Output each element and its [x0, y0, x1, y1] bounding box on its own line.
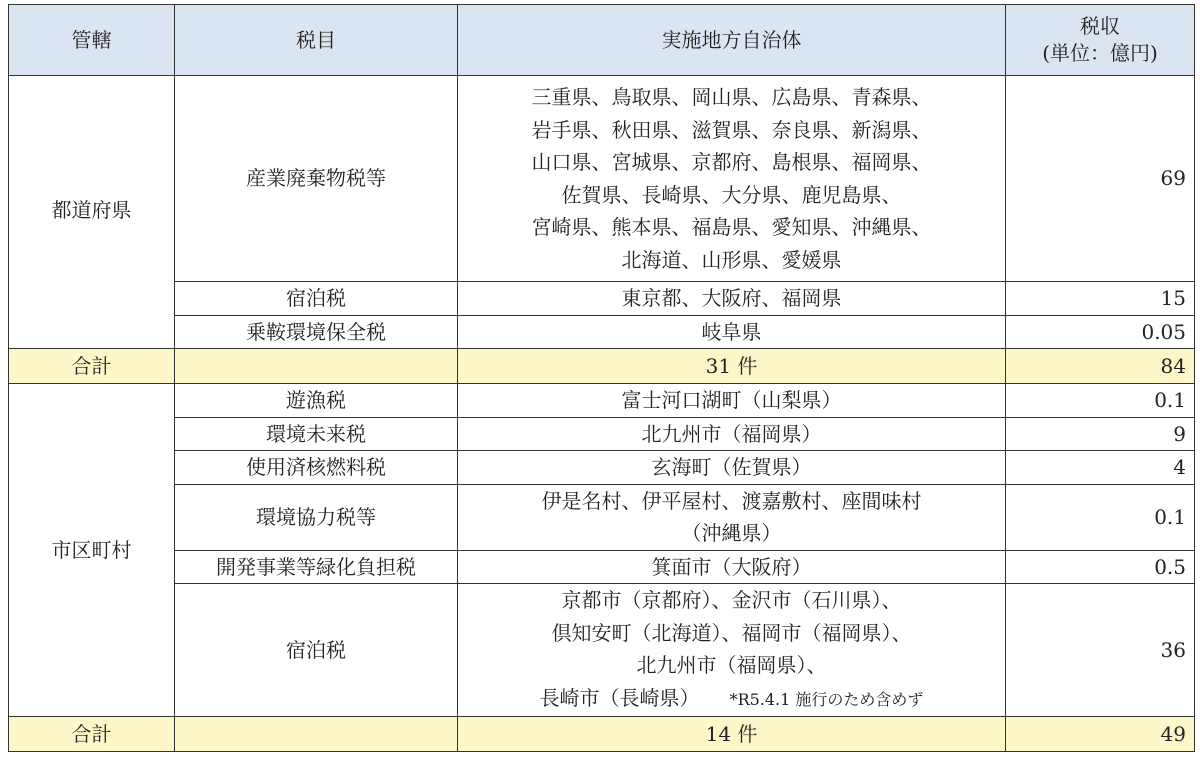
municipality-line: 宮崎県、熊本県、福島県、愛知県、沖縄県、: [531, 215, 932, 239]
municipality-list: [458, 76, 1006, 282]
table-row: [9, 484, 1195, 550]
header-row: [9, 5, 1195, 76]
revenue-value: 0.1: [1006, 484, 1195, 550]
table-row: [9, 550, 1195, 584]
municipality-line: 北九州市（福岡県）、: [636, 653, 827, 677]
footnote: *R5.4.1 施行のため含めず: [729, 689, 924, 709]
tax-name: 宿泊税: [175, 584, 458, 717]
revenue-value: 15: [1006, 282, 1195, 316]
header-tax: 税目: [175, 5, 458, 76]
table-row: [9, 451, 1195, 485]
municipality-list: 東京都、大阪府、福岡県: [458, 282, 1006, 316]
total-row-municipal: [9, 717, 1195, 752]
total-row-prefecture: [9, 349, 1195, 384]
tax-name: 宿泊税: [175, 282, 458, 316]
tax-name: 産業廃棄物税等: [175, 76, 458, 282]
total-label: 合計: [9, 717, 175, 752]
municipality-line: [466, 682, 997, 717]
municipality-list: 北九州市（福岡県）: [458, 417, 1006, 451]
municipality-line: 伊是名村、伊平屋村、渡嘉敷村、座間味村: [541, 488, 922, 513]
revenue-value: 9: [1006, 417, 1195, 451]
table-row: [9, 417, 1195, 451]
header-revenue-title: 税収: [1080, 14, 1120, 38]
total-count: 14 件: [458, 717, 1006, 752]
municipality-list: [458, 584, 1006, 717]
municipality-list: [458, 484, 1006, 550]
revenue-value: 69: [1006, 76, 1195, 282]
header-revenue: [1006, 5, 1195, 76]
municipality-line-text: 長崎市（長崎県）: [539, 685, 700, 710]
revenue-value: 36: [1006, 584, 1195, 717]
header-municipalities: 実施地方自治体: [458, 5, 1006, 76]
total-label: 合計: [9, 349, 175, 384]
tax-name: 使用済核燃料税: [175, 451, 458, 485]
municipality-list: 玄海町（佐賀県）: [458, 451, 1006, 485]
jurisdiction-prefecture: 都道府県: [9, 76, 175, 349]
revenue-value: 0.05: [1006, 315, 1195, 349]
tax-name: 環境協力税等: [175, 484, 458, 550]
municipality-line: （沖縄県）: [681, 521, 782, 545]
total-revenue: 49: [1006, 717, 1195, 752]
header-jurisdiction: 管轄: [9, 5, 175, 76]
municipality-line: 北海道、山形県、愛媛県: [621, 247, 842, 272]
total-blank: [175, 349, 458, 384]
total-count: 31 件: [458, 349, 1006, 384]
revenue-value: 0.1: [1006, 384, 1195, 418]
tax-name: 開発事業等緑化負担税: [175, 550, 458, 584]
table-row: [9, 315, 1195, 349]
table-row: [9, 584, 1195, 717]
municipality-list: 岐阜県: [458, 315, 1006, 349]
total-revenue: 84: [1006, 349, 1195, 384]
tax-name: 遊漁税: [175, 384, 458, 418]
municipality-list: 富士河口湖町（山梨県）: [458, 384, 1006, 418]
revenue-value: 0.5: [1006, 550, 1195, 584]
local-tax-table: [8, 4, 1195, 752]
table-row: [9, 384, 1195, 418]
municipality-line: 岩手県、秋田県、滋賀県、奈良県、新潟県、: [531, 117, 932, 142]
municipality-line: 京都市（京都府）、金沢市（石川県）、: [561, 588, 902, 612]
municipality-line: 三重県、鳥取県、岡山県、広島県、青森県、: [531, 85, 932, 109]
table-row: [9, 76, 1195, 282]
total-blank: [175, 717, 458, 752]
tax-name: 環境未来税: [175, 417, 458, 451]
municipality-line: 山口県、宮城県、京都府、島根県、福岡県、: [531, 150, 932, 174]
revenue-value: 4: [1006, 451, 1195, 485]
header-revenue-unit: (単位：億円): [1042, 41, 1158, 65]
jurisdiction-municipal: 市区町村: [9, 384, 175, 717]
municipality-line: 佐賀県、長崎県、大分県、鹿児島県、: [561, 182, 902, 207]
municipality-list: 箕面市（大阪府）: [458, 550, 1006, 584]
municipality-line: 倶知安町（北海道）、福岡市（福岡県）、: [551, 620, 912, 645]
table-row: [9, 282, 1195, 316]
tax-name: 乗鞍環境保全税: [175, 315, 458, 349]
